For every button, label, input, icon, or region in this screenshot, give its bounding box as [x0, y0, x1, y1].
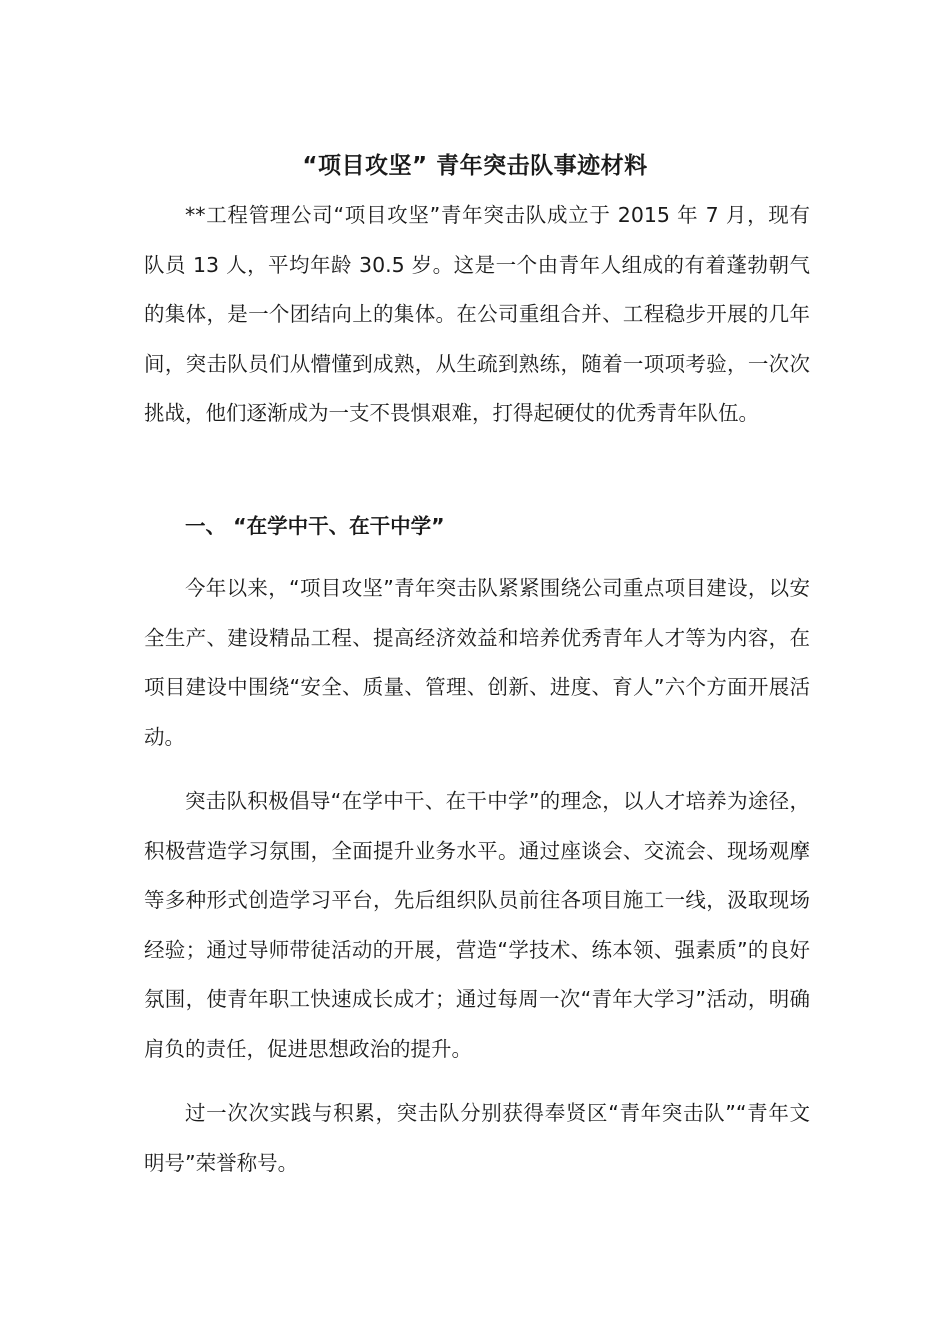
- section-paragraph-3: 过一次次实践与积累，突击队分别获得奉贤区“青年突击队”“青年文明号”荣誉称号。: [144, 1101, 810, 1175]
- section-heading: 一、 “在学中干、在干中学”: [185, 514, 445, 538]
- document-title: “项目攻坚” 青年突击队事迹材料: [302, 153, 648, 180]
- section-paragraph-1: 今年以来，“项目攻坚”青年突击队紧紧围绕公司重点项目建设，以安全生产、建设精品工程、提高经济效益和培养优秀青年人才等为内容，在项目建设中围绕“安全、质量、管理、创新、进度、育人”六个方面开展活动。: [144, 576, 810, 749]
- section-paragraph-2: 突击队积极倡导“在学中干、在干中学”的理念，以人才培养为途径，积极营造学习氛围，全面提升业务水平。通过座谈会、交流会、现场观摩等多种形式创造学习平台，先后组织队员前往各项目施工一线，汲取现场经验；通过导师带徒活动的开展，营造“学技术、练本领、强素质”的良好氛围，使青年职工快速成长成才；通过每周一次“青年大学习”活动，明确肩负的责任，促进思想政治的提升。: [144, 789, 810, 1061]
- intro-paragraph: **工程管理公司“项目攻坚”青年突击队成立于 2015 年 7 月，现有队员 13 人，平均年龄 30.5 岁。这是一个由青年人组成的有着蓬勃朝气的集体，是一个团结向上的集体。在公司重组合并、工程稳步开展的几年间，突击队员们从懵懂到成熟，从生疏到熟练，随着一项项考验，一次次挑战，他们逐渐成为一支不畏惧艰难，打得起硬仗的优秀青年队伍。: [144, 203, 810, 425]
